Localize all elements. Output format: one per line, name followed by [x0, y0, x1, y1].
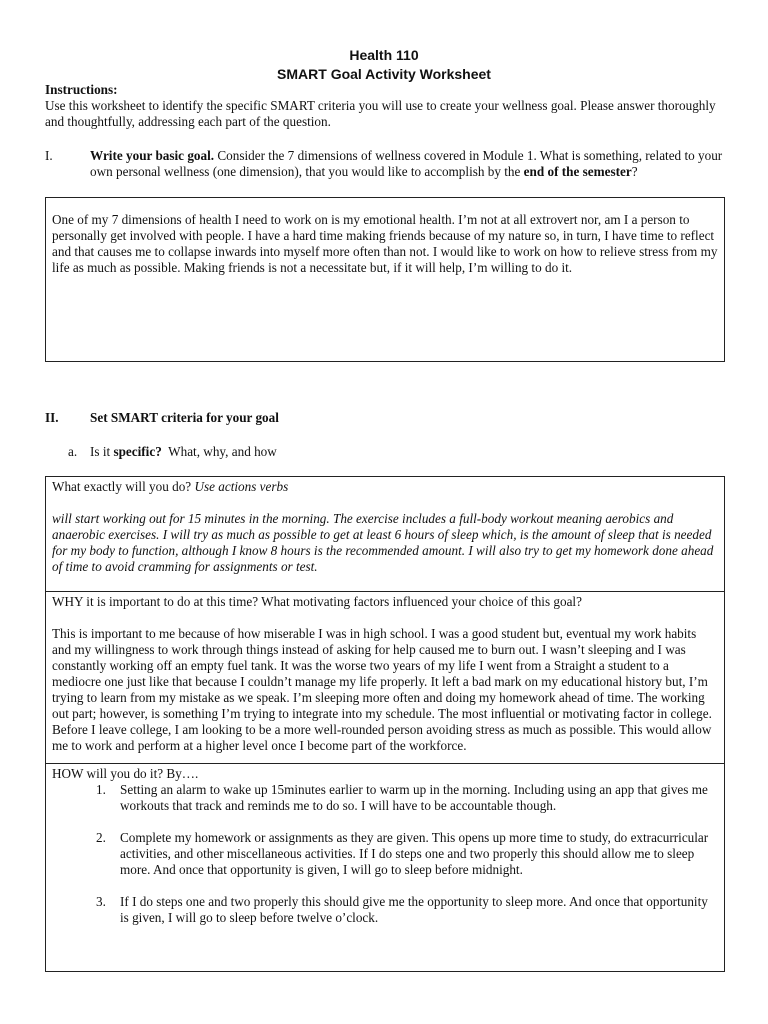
- section-one-number: I.: [45, 148, 53, 163]
- basic-goal-answer: One of my 7 dimensions of health I need to work on is my emotional health. I’m not at all extrovert nor, am I a person to personally get involved with people. I have a hard time making friends because of my nature so, in turn, I have time to reflect and that causes me to collapse inwards into myself more often than not. I would like to work on how to relieve stress from my life as much as possible. Making friends is not a necessitate but, if it will help, I’m willing to do it.: [52, 212, 718, 275]
- section-two-number: II.: [45, 410, 59, 425]
- section-one-prompt: [90, 148, 730, 180]
- how-step-number: 2.: [96, 830, 106, 845]
- how-step-number: 1.: [96, 782, 106, 797]
- section-one-text-end: ?: [631, 164, 638, 179]
- specific-bold: specific?: [113, 444, 162, 459]
- specific-suffix: What, why, and how: [161, 444, 277, 459]
- how-step: [52, 830, 718, 878]
- basic-goal-answer-box[interactable]: [45, 197, 725, 362]
- how-step-text: If I do steps one and two properly this should give me the opportunity to sleep more. And once that opportunity is given, I will go to sleep before twelve o’clock.: [120, 894, 708, 925]
- how-question: HOW will you do it? By….: [52, 766, 199, 781]
- what-cell[interactable]: [46, 477, 724, 592]
- how-step: [52, 894, 718, 926]
- how-step: [52, 782, 718, 814]
- why-answer: This is important to me because of how miserable I was in high school. I was a good student but, eventual my work habits and my willingness to work through things instead of asking for help caused me to burn out. I wasn’t sleeping and I was constantly working off an empty fuel tank. It was the worse two years of my life I went from a Straight a student to a mediocre one just like that because I couldn’t manage my life properly. It left a bad mark on my educational history but, I’m trying to learn from my mistake as we speak. I’m sleeping more often and doing my homework ahead of time. The working out part; however, is something I’m trying to integrate into my schedule. The most influential or motivating factor in college. Before I leave college, I am looking to be a more well-rounded person avoiding stress as much as possible. This would allow me to work and perform at a higher level once I become part of the workforce.: [52, 626, 712, 753]
- specific-table: [45, 476, 725, 972]
- instructions-heading: Instructions:: [45, 82, 118, 97]
- specific-letter: a.: [68, 444, 78, 459]
- instructions-text: Use this worksheet to identify the specific SMART criteria you will use to create your wellness goal. Please answer thoroughly and thoughtfully, addressing each part of the question.: [45, 98, 716, 129]
- why-question: WHY it is important to do at this time? What motivating factors influenced your choice of this goal?: [52, 594, 582, 609]
- specific-prefix: Is it: [90, 444, 114, 459]
- how-steps-list: [52, 782, 718, 926]
- how-step-text: Complete my homework or assignments as they are given. This opens up more time to study, do extracurricular activities, and other miscellaneous activities. If I do steps one and two properly this should allow me to sleep more. And once that opportunity is given, I will go to sleep before midnight.: [120, 830, 709, 877]
- how-step-number: 3.: [96, 894, 106, 909]
- section-two-heading: Set SMART criteria for your goal: [90, 410, 279, 425]
- what-answer: will start working out for 15 minutes in the morning. The exercise includes a full-body workout meaning aerobics and anaerobic exercises. I will try as much as possible to get at least 6 hours of sleep which, is the amount of sleep that is needed for my body to function, although I know 8 hours is the recommended amount. I will also try to get my homework done ahead of time to avoid cramming for assignments or test.: [52, 511, 714, 574]
- worksheet-title: SMART Goal Activity Worksheet: [277, 66, 491, 82]
- section-one-text: Consider the 7 dimensions of wellness covered in Module 1. What is something, related to your own personal wellness (one dimension), that you would like to accomplish by the: [90, 148, 723, 179]
- specific-prompt: [90, 444, 490, 460]
- course-title: Health 110: [349, 47, 419, 63]
- what-question-line: [52, 479, 718, 495]
- how-cell[interactable]: [46, 764, 724, 972]
- what-hint: Use actions verbs: [194, 479, 289, 494]
- section-one-emphasis: end of the semester: [523, 164, 632, 179]
- why-cell[interactable]: [46, 592, 724, 764]
- section-one-lead: Write your basic goal.: [90, 148, 215, 163]
- how-step-text: Setting an alarm to wake up 15minutes earlier to warm up in the morning. Including using an app that gives me workouts that track and reminds me to do so. I will have to be accountable though.: [120, 782, 708, 813]
- what-question: What exactly will you do?: [52, 479, 195, 494]
